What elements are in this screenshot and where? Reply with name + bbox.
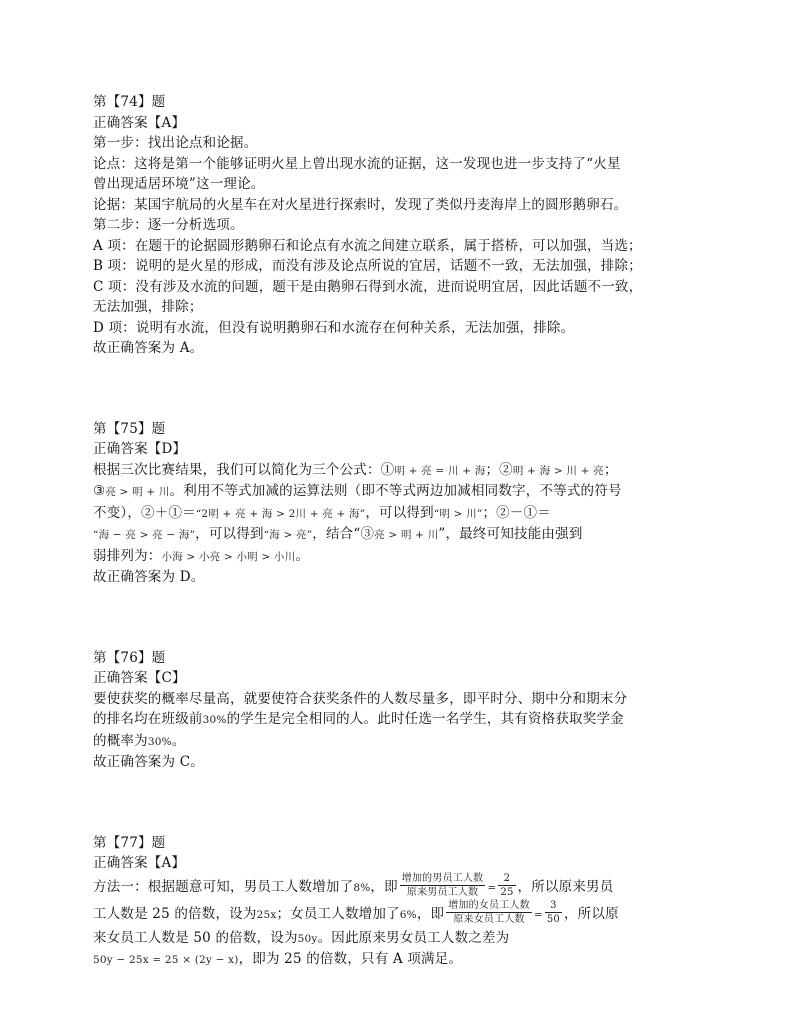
text-span: 的学生是完全相同的人。此时任选一名学生，其有资格获取奖学金	[226, 711, 624, 727]
fraction-numerator: 2	[498, 872, 515, 886]
formula: 50y − 25x = 25 × (2y − x)	[93, 954, 239, 966]
text-span: ”，最终可知技能由强到	[438, 526, 583, 542]
section-spacer	[93, 588, 713, 648]
question-75	[93, 419, 713, 588]
text-span: ，即	[416, 905, 445, 922]
explanation-line	[93, 481, 713, 503]
formula: “明 > 川”	[433, 507, 483, 520]
explanation-line: 论据：某国宇航局的火星车在对火星进行探索时，发现了类似丹麦海岸上的圆形鹅卵石。	[93, 196, 628, 213]
fraction-numerator: 增加的男员工人数	[401, 872, 484, 884]
explanation-line	[93, 503, 713, 525]
fraction	[545, 899, 562, 926]
text-span: 工人数是 25 的倍数，设为	[93, 905, 257, 922]
explanation-line	[93, 874, 713, 901]
question-title: 第【75】题	[93, 420, 166, 437]
formula: 小海 > 小亮 > 小明 > 小川	[161, 550, 296, 563]
fraction	[498, 872, 515, 899]
text-span: ，所以原来男员	[517, 878, 614, 895]
explanation-line: C 项：没有涉及水流的问题，题干是由鹅卵石得到水流，进而说明宜居，因此话题不一致，	[93, 278, 643, 295]
explanation-line: A 项：在题干的论据圆形鹅卵石和论点有水流之间建立联系，属于搭桥，可以加强，当选；	[93, 237, 642, 254]
formula: 30%	[202, 714, 227, 726]
text-span: 。	[171, 732, 186, 749]
correct-answer: 正确答案【A】	[93, 855, 186, 871]
text-span: ，所以原	[563, 905, 619, 922]
text-span: 来女员工人数是 50 的倍数，设为	[93, 929, 298, 946]
question-title: 第【74】题	[93, 94, 166, 110]
text-span: 弱排列为：	[93, 547, 162, 564]
text-span: 的排名均在班级前	[93, 711, 203, 727]
text-span: ，可以得到	[365, 504, 434, 521]
explanation-line: B 项：说明的是火星的形成，而没有涉及论点所说的宜居，话题不一致，无法加强，排除；	[93, 258, 642, 274]
question-74	[93, 92, 713, 359]
explanation-line	[93, 731, 713, 753]
formula: 25x	[256, 908, 277, 921]
formula: 50y	[297, 932, 318, 945]
formula: “海 > 亮”	[263, 529, 313, 541]
formula: 明 + 海 > 川 + 亮	[512, 464, 604, 477]
fraction-denominator: 原来女员工人数	[453, 913, 525, 925]
fraction-denominator: 原来男员工人数	[406, 886, 479, 898]
fraction	[400, 872, 486, 899]
text-span: 方法一：根据题意可知，男员工人数增加了	[93, 878, 354, 895]
question-title: 第【77】题	[93, 834, 166, 851]
explanation-line: 故正确答案为 A。	[93, 340, 204, 356]
equals-sign: =	[487, 881, 497, 894]
text-span: 根据三次比赛结果，我们可以简化为三个公式：①	[93, 461, 395, 478]
question-77	[93, 833, 713, 971]
explanation-line	[93, 901, 713, 928]
text-span: ，即	[370, 878, 398, 895]
explanation-line: 论点：这将是第一个能够证明火星上曾出现水流的证据，这一发现也进一步支持了“火星	[93, 155, 621, 172]
text-span: ，可以得到	[195, 526, 264, 542]
explanation-line: 曾出现适居环境”这一理论。	[93, 176, 265, 192]
text-span: 不变），②＋①＝	[93, 504, 196, 521]
formula: “2明 + 亮 + 海 > 2川 + 亮 + 海”	[195, 507, 366, 520]
section-spacer	[93, 359, 713, 419]
question-title: 第【76】题	[93, 649, 166, 666]
correct-answer: 正确答案【D】	[93, 441, 187, 457]
document-page	[93, 92, 713, 971]
text-span: ，即为 25 的倍数，只有 A 项满足。	[238, 951, 463, 967]
formula: 明 + 亮 = 川 + 海	[394, 464, 486, 477]
question-76	[93, 648, 713, 773]
explanation-line: 要使获奖的概率尽量高，就要使符合获奖条件的人数尽量多，即平时分、期中分和期末分	[93, 690, 628, 707]
fraction-numerator: 增加的女员工人数	[448, 899, 530, 911]
explanation-line	[93, 546, 713, 568]
text-span: 。	[295, 547, 310, 564]
text-span: ；②－①＝	[482, 504, 551, 521]
explanation-line	[93, 928, 713, 950]
formula: 8%	[353, 881, 371, 894]
text-span: ，结合“③	[312, 526, 375, 542]
formula: 亮 > 明 + 川	[374, 529, 439, 541]
explanation-line	[93, 524, 713, 546]
fraction-denominator: 25	[500, 886, 514, 898]
text-span: ；②	[485, 461, 513, 478]
explanation-line	[93, 949, 713, 971]
explanation-line: 无法加强，排除；	[93, 299, 203, 315]
text-span: ；	[603, 461, 618, 478]
explanation-line	[93, 709, 713, 731]
correct-answer: 正确答案【A】	[93, 114, 186, 131]
formula: 30%	[147, 735, 172, 748]
formula: 亮 > 明 + 川	[105, 486, 170, 498]
fraction-numerator: 3	[545, 899, 562, 913]
text-span: ；女员工人数增加了	[276, 905, 400, 922]
text-span: 的概率为	[93, 732, 148, 749]
equals-sign: =	[533, 908, 543, 921]
fraction-denominator: 50	[546, 913, 560, 925]
fraction	[446, 899, 532, 926]
correct-answer: 正确答案【C】	[93, 670, 186, 686]
explanation-line: D 项：说明有水流，但没有说明鹅卵石和水流存在何种关系，无法加强，排除。	[93, 319, 575, 336]
explanation-line: 故正确答案为 C。	[93, 754, 204, 770]
formula: “海 − 亮 > 亮 − 海”	[93, 529, 196, 541]
explanation-line: 第一步：找出论点和论据。	[93, 135, 258, 151]
explanation-line	[93, 460, 713, 482]
explanation-line: 第二步：逐一分析选项。	[93, 217, 244, 233]
section-spacer	[93, 773, 713, 833]
formula: 6%	[399, 908, 417, 921]
text-span: 。因此原来男女员工人数之差为	[317, 929, 510, 946]
text-span: ③	[93, 483, 106, 499]
explanation-line: 故正确答案为 D。	[93, 569, 205, 585]
text-span: 。利用不等式加减的运算法则（即不等式两边加减相同数字，不等式的符号	[169, 483, 622, 499]
